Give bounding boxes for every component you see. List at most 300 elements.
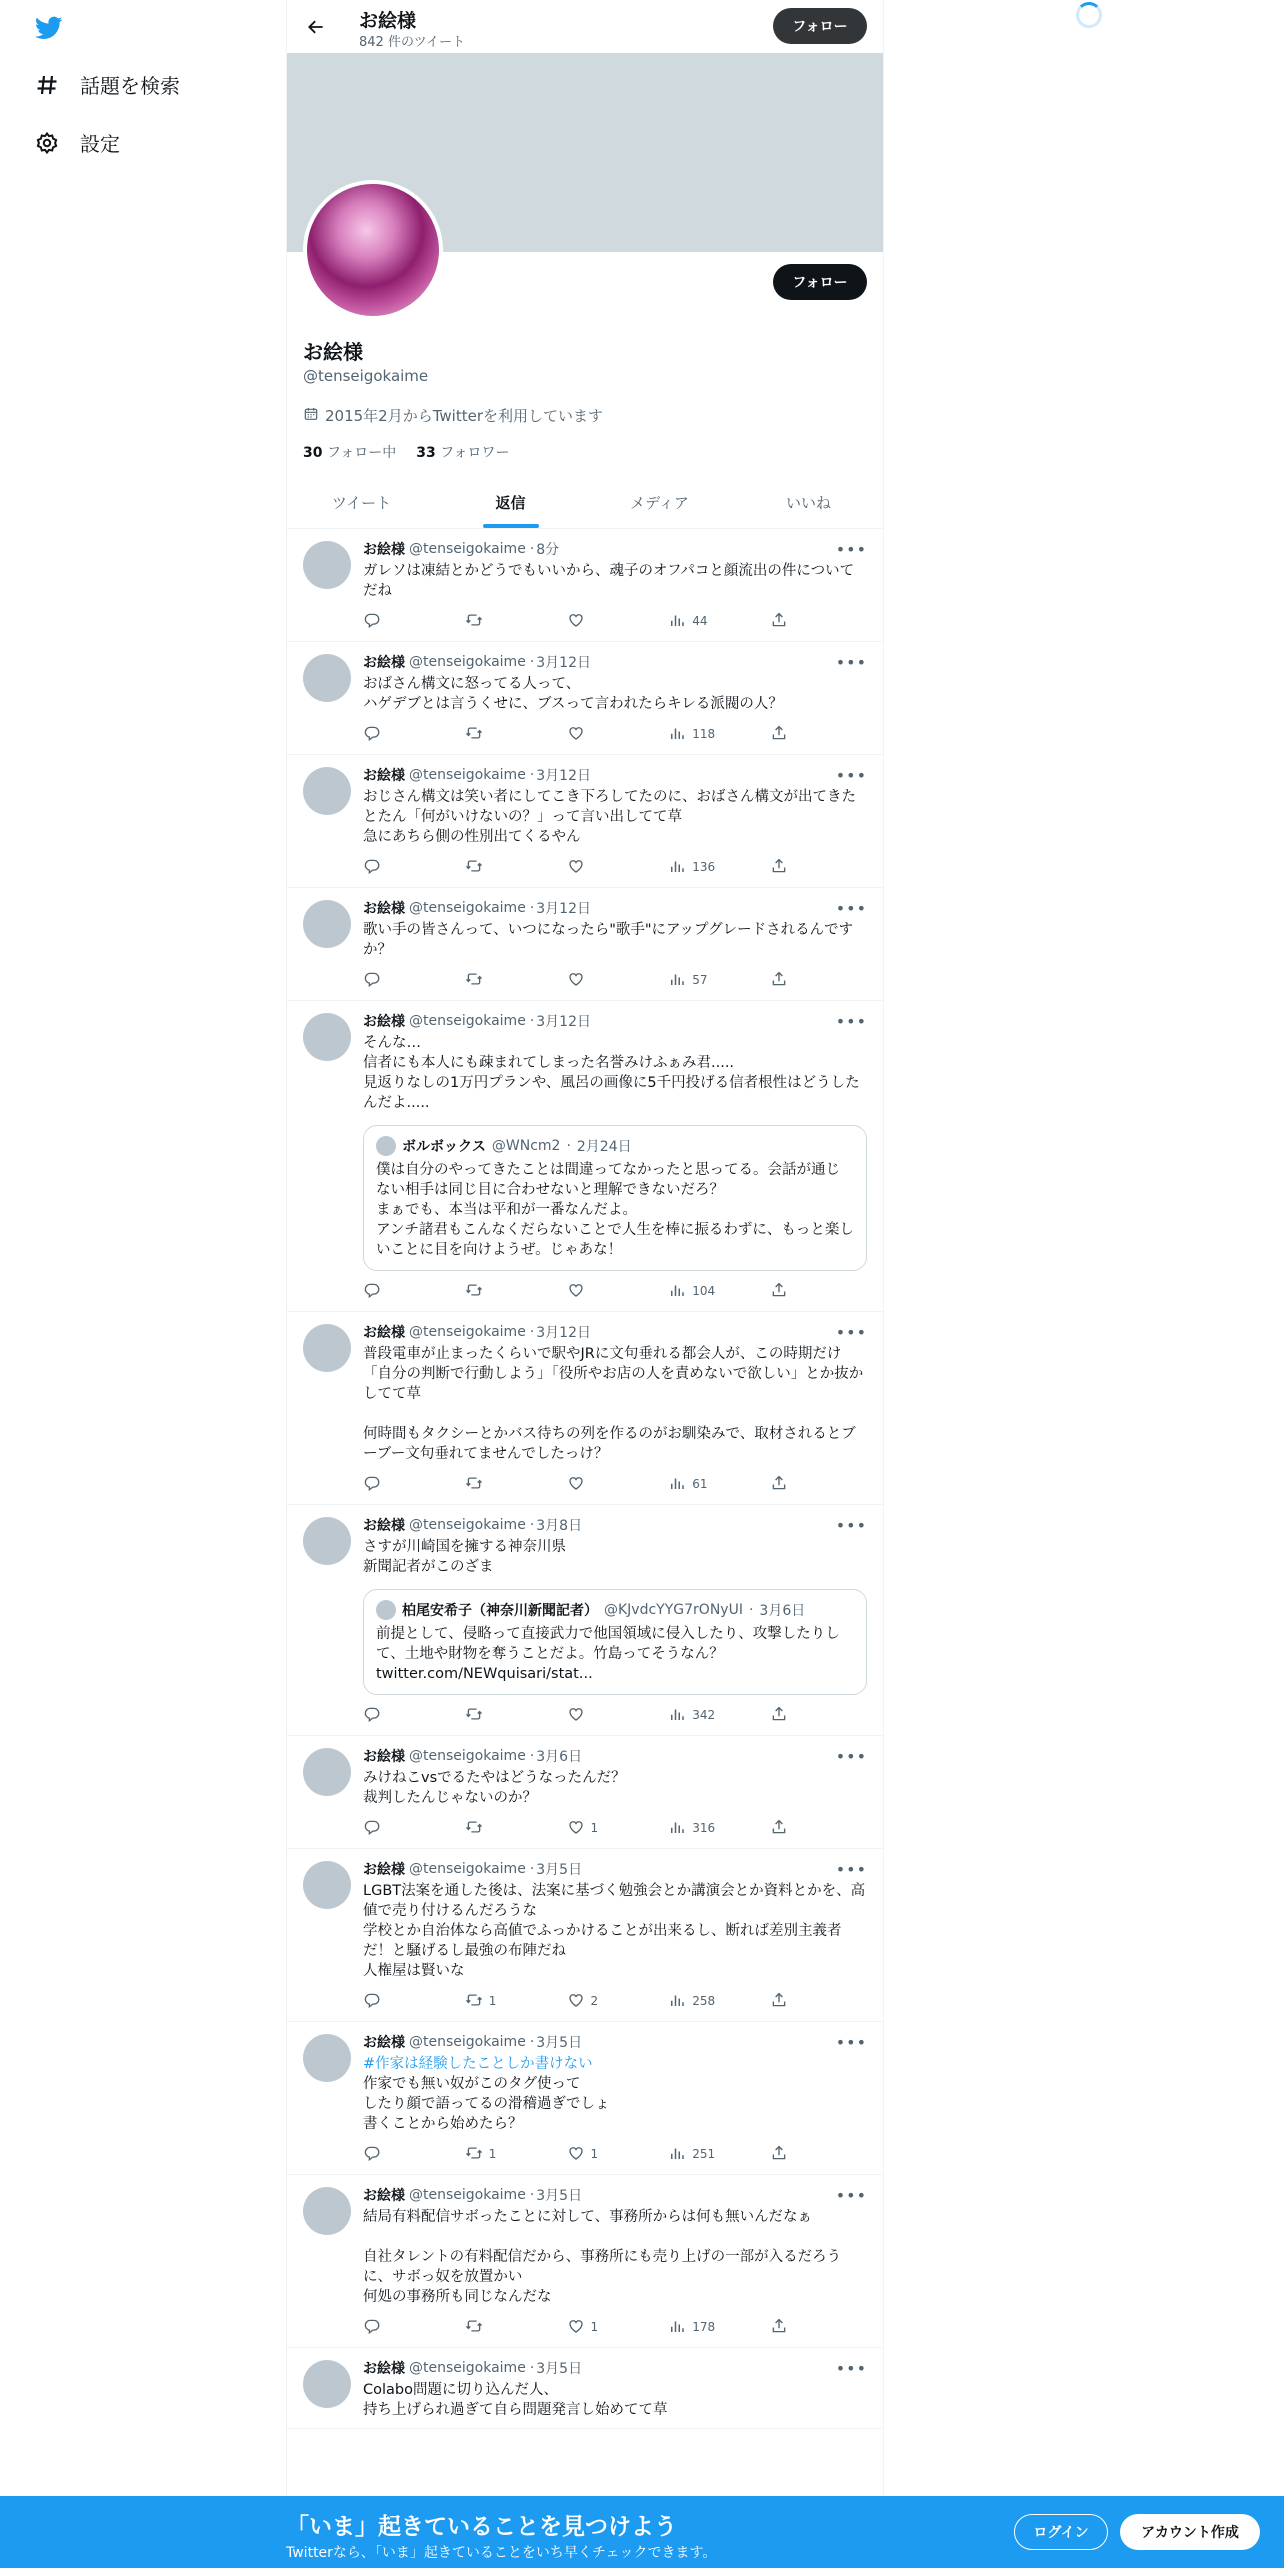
retweet-button[interactable] [465, 2144, 567, 2165]
share-button[interactable] [770, 970, 788, 991]
header-follow-button[interactable]: フォロー [773, 8, 867, 44]
reply-icon [363, 857, 381, 878]
tweet-avatar[interactable] [303, 654, 351, 702]
tweet[interactable] [287, 529, 883, 642]
retweet-icon [465, 2317, 483, 2338]
reply-button[interactable] [363, 857, 465, 878]
quoted-tweet-header [376, 1600, 854, 1620]
tweet-actions [363, 2142, 788, 2166]
reply-button[interactable] [363, 2144, 465, 2165]
tweet-actions [363, 1989, 788, 2013]
reply-button[interactable] [363, 1991, 465, 2012]
tweet-author-name[interactable]: お絵様 [363, 1862, 405, 1878]
views-icon [668, 1281, 686, 1302]
quoted-tweet-author-name: ボルボックス [402, 1139, 486, 1155]
views-icon [668, 857, 686, 878]
tweet-text: おばさん構文に怒ってる人って、 ハゲデブとは言うくせに、ブスって言われたらキレる派閥の人？ [363, 676, 783, 712]
tweet[interactable] [287, 1849, 883, 2022]
tweet-header [363, 1515, 867, 1535]
following-link[interactable] [303, 442, 396, 462]
tweet-author-name[interactable]: お絵様 [363, 2035, 405, 2051]
tweet[interactable] [287, 1736, 883, 1849]
quoted-tweet-time: 2月24日 [576, 1139, 632, 1155]
like-button[interactable] [567, 2317, 669, 2338]
views-icon [668, 611, 686, 632]
tweet-header [363, 765, 867, 785]
retweet-icon [465, 1705, 483, 1726]
tweet-header [363, 2032, 867, 2052]
tweet-header [363, 2185, 867, 2205]
views-icon [668, 724, 686, 745]
tweet-author-handle[interactable]: @tenseigokaime [409, 654, 526, 670]
tweet-body [363, 898, 867, 992]
tweet-separator: · [529, 654, 535, 670]
retweet-icon [465, 970, 483, 991]
tab-media[interactable]: メディア [630, 493, 689, 512]
heart-icon [567, 1991, 585, 2012]
nav-explore[interactable] [34, 70, 180, 99]
views-count: 258 [692, 1994, 716, 2008]
views-count: 44 [692, 614, 708, 628]
heart-icon [567, 1705, 585, 1726]
retweet-count: 1 [488, 1994, 497, 2008]
retweet-button[interactable] [465, 724, 567, 745]
share-icon [770, 1705, 788, 1726]
nav-settings[interactable] [34, 128, 120, 157]
share-icon [770, 2317, 788, 2338]
tweet[interactable] [287, 1505, 883, 1736]
tweet-author-name[interactable]: お絵様 [363, 2361, 405, 2377]
share-button[interactable] [770, 1991, 788, 2012]
heart-icon [567, 2144, 585, 2165]
reply-icon [363, 1705, 381, 1726]
profile-header-bar [287, 0, 883, 53]
more-options-icon[interactable]: ••• [835, 1515, 867, 1535]
tweet-author-handle[interactable]: @tenseigokaime [409, 1861, 526, 1877]
tweet-text: そんな… 信者にも本人にも疎まれてしまった名誉みけふぁみ君..... 見返りなしの1万円プランや、風呂の画像に5千円投げる信者根性はどうしたんだよ..... [363, 1035, 860, 1111]
tweet-actions [363, 968, 788, 992]
tweet-text: さすが川崎国を擁する神奈川県 新聞記者がこのざま [363, 1539, 566, 1575]
tweet-time[interactable]: 3月12日 [536, 1014, 591, 1030]
more-options-icon[interactable]: ••• [835, 1746, 867, 1766]
tweet-avatar[interactable] [303, 2034, 351, 2082]
retweet-icon [465, 1281, 483, 1302]
header-tweet-count: 842 件のツイート [359, 35, 466, 50]
heart-icon [567, 724, 585, 745]
tweet-author-name[interactable]: お絵様 [363, 1518, 405, 1534]
tweet-time[interactable]: 3月8日 [536, 1518, 583, 1534]
tweet-header [363, 652, 867, 672]
quoted-tweet-author-name: 柏尾安希子（神奈川新聞記者） [402, 1603, 598, 1619]
tweet-separator: · [529, 900, 535, 916]
more-options-icon[interactable]: ••• [835, 1322, 867, 1342]
retweet-button[interactable] [465, 857, 567, 878]
tweet-separator: · [529, 767, 535, 783]
tweet-author-handle[interactable]: @tenseigokaime [409, 2187, 526, 2203]
reply-button[interactable] [363, 970, 465, 991]
tweet-avatar[interactable] [303, 1517, 351, 1565]
hashtag-icon [34, 72, 60, 98]
tweet-author-name[interactable]: お絵様 [363, 1325, 405, 1341]
tweet-avatar[interactable] [303, 1013, 351, 1061]
share-button[interactable] [770, 611, 788, 632]
share-button[interactable] [770, 1818, 788, 1839]
tweet-author-handle[interactable]: @tenseigokaime [409, 900, 526, 916]
tweet-avatar[interactable] [303, 1748, 351, 1796]
retweet-button[interactable] [465, 1281, 567, 1302]
tweet[interactable] [287, 1001, 883, 1312]
share-icon [770, 1991, 788, 2012]
heart-icon [567, 1818, 585, 1839]
quoted-tweet-avatar [376, 1136, 396, 1156]
tweet-body [363, 2358, 867, 2420]
profile-tabs [287, 476, 883, 529]
reply-icon [363, 1474, 381, 1495]
tweet-author-handle[interactable]: @tenseigokaime [409, 767, 526, 783]
tweet-author-name[interactable]: お絵様 [363, 2188, 405, 2204]
share-icon [770, 724, 788, 745]
share-button[interactable] [770, 1281, 788, 1302]
share-button[interactable] [770, 1705, 788, 1726]
views-count: 251 [692, 2147, 716, 2161]
tweet-author-handle[interactable]: @tenseigokaime [409, 1324, 526, 1340]
followers-link[interactable] [416, 442, 509, 462]
tweet-body [363, 1859, 867, 2013]
views-button[interactable] [668, 2317, 770, 2338]
tweet-text: 普段電車が止まったくらいで駅やJRに文句垂れる都会人が、この時期だけ「自分の判断で行動しよう」「役所やお店の人を責めないで欲しい」とか抜かしてて草 何時間もタクシーとかバス待ちの列を作るのがお馴染みで、取材されるとブーブー文句垂れてませんでしたっけ？ [363, 1346, 864, 1462]
views-button[interactable] [668, 724, 770, 745]
reply-button[interactable] [363, 2317, 465, 2338]
tweet-body [363, 1011, 867, 1303]
gear-icon [34, 130, 60, 156]
tweet[interactable] [287, 2175, 883, 2348]
retweet-button[interactable] [465, 1705, 567, 1726]
retweet-icon [465, 724, 483, 745]
tweet-author-name[interactable]: お絵様 [363, 655, 405, 671]
tweet-time[interactable]: 3月5日 [536, 2188, 583, 2204]
tweet-avatar[interactable] [303, 541, 351, 589]
quoted-tweet-text: 前提として、侵略って直接武力で他国領域に侵入したり、攻撃したりして、土地や財物を奪うことだよ。竹島ってそうなん？ twitter.com/NEWquisari/stat... [376, 1626, 840, 1682]
tweet-time[interactable]: 3月5日 [536, 2361, 583, 2377]
tweet-separator: · [529, 1861, 535, 1877]
reply-button[interactable] [363, 1705, 465, 1726]
like-button[interactable] [567, 2144, 669, 2165]
share-button[interactable] [770, 857, 788, 878]
tweet-avatar[interactable] [303, 767, 351, 815]
following-count: 30 [303, 445, 323, 461]
reply-button[interactable] [363, 611, 465, 632]
signup-banner-subtitle: Twitterなら、「いま」起きていることをいち早くチェックできます。 [286, 2545, 717, 2561]
retweet-button[interactable] [465, 1991, 567, 2012]
tweet-text: みけねこvsでるたやはどうなったんだ？ 裁判したんじゃないのか？ [363, 1770, 626, 1806]
tweet-time[interactable]: 3月5日 [536, 2035, 583, 2051]
more-options-icon[interactable]: ••• [835, 1859, 867, 1879]
tweet-author-handle[interactable]: @tenseigokaime [409, 1517, 526, 1533]
like-button[interactable] [567, 1818, 669, 1839]
like-count: 1 [590, 2320, 599, 2334]
reply-button[interactable] [363, 1281, 465, 1302]
quoted-tweet-separator: · [748, 1602, 754, 1618]
views-count: 178 [692, 2320, 716, 2334]
views-icon [668, 1474, 686, 1495]
retweet-button[interactable] [465, 2317, 567, 2338]
tweet-text: 結局有料配信サボったことに対して、事務所からは何も無いんだなぁ 自社タレントの有料配信だから、事務所にも売り上げの一部が入るだろうに、サボっ奴を放置かい 何処の事務所も同じなんだな [363, 2209, 842, 2305]
quoted-tweet-text: 僕は自分のやってきたことは間違ってなかったと思ってる。会話が通じない相手は同じ目に合わせないと理解できないだろ？ まぁでも、本当は平和が一番なんだよ。 アンチ諸君もこんなくだらないことで人生を棒に振るわずに、もっと楽しいことに目を向けようぜ。じゃあな！ [376, 1162, 854, 1258]
nav-explore-label: 話題を検索 [80, 74, 180, 98]
tweet-text: LGBT法案を通した後は、法案に基づく勉強会とか講演会とか資料とかを、高値で売り付けるんだろうな 学校とか自治体なら高値でふっかけることが出来るし、断れば差別主義者だ！と騒げるし最強の布陣だね 人権屋は賢いな [363, 1883, 866, 1979]
timeline [287, 529, 883, 2429]
heart-icon [567, 1474, 585, 1495]
share-icon [770, 1474, 788, 1495]
profile-joined [303, 405, 867, 426]
like-button[interactable] [567, 1281, 669, 1302]
quoted-tweet-author-handle: @KJvdcYYG7rONyUI [604, 1602, 743, 1618]
quoted-tweet-separator: · [566, 1138, 571, 1154]
reply-icon [363, 1818, 381, 1839]
retweet-button[interactable] [465, 970, 567, 991]
tweet-header [363, 539, 867, 559]
tweet-text: Colabo問題に切り込んだ人、 持ち上げられ過ぎて自ら問題発言し始めてて草 [363, 2382, 668, 2418]
tweet-actions [363, 1279, 788, 1303]
tweet-text: ガレソは凍結とかどうでもいいから、魂子のオフパコと顔流出の件についてだね [363, 563, 855, 599]
tweet-separator: · [529, 1013, 535, 1029]
signup-button[interactable]: アカウント作成 [1120, 2514, 1260, 2550]
tweet-header [363, 898, 867, 918]
retweet-count: 1 [488, 2147, 497, 2161]
reply-icon [363, 1281, 381, 1302]
tweet[interactable] [287, 888, 883, 1001]
tweet-text: 歌い手の皆さんって、いつになったら"歌手"にアップグレードされるんですか？ [363, 922, 854, 958]
tweet-text: おじさん構文は笑い者にしてこき下ろしてたのに、おばさん構文が出てきたとたん「何がいけないの？」って言い出してて草 急にあちら側の性別出てくるやん [363, 789, 856, 845]
reply-icon [363, 611, 381, 632]
more-options-icon[interactable]: ••• [835, 2185, 867, 2205]
like-button[interactable] [567, 857, 669, 878]
tweet-header [363, 1859, 867, 1879]
views-button[interactable] [668, 857, 770, 878]
tweet-time[interactable]: 8分 [536, 542, 560, 558]
share-button[interactable] [770, 1474, 788, 1495]
views-button[interactable] [668, 970, 770, 991]
like-button[interactable] [567, 724, 669, 745]
profile-avatar[interactable] [303, 180, 443, 320]
like-button[interactable] [567, 1474, 669, 1495]
tweet-body [363, 1322, 867, 1496]
heart-icon [567, 857, 585, 878]
like-button[interactable] [567, 611, 669, 632]
views-button[interactable] [668, 1474, 770, 1495]
tweet-avatar[interactable] [303, 2187, 351, 2235]
share-button[interactable] [770, 724, 788, 745]
tweet-author-name[interactable]: お絵様 [363, 542, 405, 558]
more-options-icon[interactable]: ••• [835, 2032, 867, 2052]
quoted-tweet-avatar [376, 1600, 396, 1620]
tab-replies[interactable]: 返信 [436, 476, 585, 528]
views-icon [668, 2317, 686, 2338]
tweet-separator: · [529, 541, 535, 557]
tweet-author-name[interactable]: お絵様 [363, 1014, 405, 1030]
tweet-header [363, 1746, 867, 1766]
retweet-icon [465, 1818, 483, 1839]
views-count: 342 [692, 1708, 716, 1722]
signup-banner [0, 2496, 1284, 2568]
views-count: 57 [692, 973, 708, 987]
share-button[interactable] [770, 2317, 788, 2338]
tweet-avatar[interactable] [303, 900, 351, 948]
views-icon [668, 1818, 686, 1839]
tweet-avatar[interactable] [303, 1324, 351, 1372]
tweet-actions [363, 1816, 788, 1840]
tweet-actions [363, 609, 788, 633]
tweet[interactable] [287, 2348, 883, 2429]
tweet-text: 作家でも無い奴がこのタグ使って したり顔で語ってるの滑稽過ぎでしょ 書くことから始めたら？ [363, 2076, 610, 2132]
tweet-author-handle[interactable]: @tenseigokaime [409, 2034, 526, 2050]
follow-button[interactable]: フォロー [773, 264, 867, 300]
signup-banner-title: 「いま」起きていることを見つけよう [286, 2514, 677, 2540]
heart-icon [567, 970, 585, 991]
tweet-separator: · [529, 1324, 535, 1340]
views-button[interactable] [668, 1705, 770, 1726]
quoted-tweet-time: 3月6日 [759, 1603, 806, 1619]
tweet-time[interactable]: 3月12日 [536, 901, 591, 917]
tweet-body [363, 652, 867, 746]
more-options-icon[interactable]: ••• [835, 539, 867, 559]
heart-icon [567, 2317, 585, 2338]
share-icon [770, 1818, 788, 1839]
profile-name: お絵様 [303, 340, 363, 364]
retweet-button[interactable] [465, 1818, 567, 1839]
tweet-actions [363, 855, 788, 879]
like-count: 1 [590, 1821, 599, 1835]
tweet-body [363, 765, 867, 879]
tweet-body [363, 539, 867, 633]
tweet-actions [363, 1703, 788, 1727]
share-icon [770, 1281, 788, 1302]
tweet-separator: · [529, 2034, 535, 2050]
more-options-icon[interactable]: ••• [835, 765, 867, 785]
main-column [286, 0, 884, 2568]
tweet-author-handle[interactable]: @tenseigokaime [409, 2360, 526, 2376]
retweet-icon [465, 857, 483, 878]
views-count: 316 [692, 1821, 716, 1835]
tweet-time[interactable]: 3月12日 [536, 655, 591, 671]
header-name: お絵様 [359, 10, 417, 32]
reply-button[interactable] [363, 724, 465, 745]
tweet-time[interactable]: 3月5日 [536, 1862, 583, 1878]
tweet-separator: · [529, 1517, 535, 1533]
tweet-actions [363, 722, 788, 746]
tweet-author-name[interactable]: お絵様 [363, 768, 405, 784]
share-icon [770, 611, 788, 632]
tweet-header [363, 2358, 867, 2378]
share-icon [770, 857, 788, 878]
quoted-tweet[interactable] [363, 1589, 867, 1695]
tweet-author-name[interactable]: お絵様 [363, 1749, 405, 1765]
views-icon [668, 1705, 686, 1726]
tweet-body [363, 2032, 867, 2166]
tweet-actions [363, 2315, 788, 2339]
tweet-hashtag[interactable]: #作家は経験したことしか書けない [363, 2056, 593, 2072]
reply-button[interactable] [363, 1818, 465, 1839]
tab-tweets[interactable]: ツイート [331, 493, 392, 512]
retweet-button[interactable] [465, 1474, 567, 1495]
calendar-icon [303, 406, 319, 426]
tweet-body [363, 1515, 867, 1727]
more-options-icon[interactable]: ••• [835, 652, 867, 672]
views-button[interactable] [668, 1281, 770, 1302]
like-button[interactable] [567, 1705, 669, 1726]
tweet-author-name[interactable]: お絵様 [363, 901, 405, 917]
share-icon [770, 2144, 788, 2165]
share-icon [770, 970, 788, 991]
quoted-tweet[interactable] [363, 1125, 867, 1271]
tweet-separator: · [529, 2360, 535, 2376]
tweet-avatar[interactable] [303, 1861, 351, 1909]
like-button[interactable] [567, 1991, 669, 2012]
views-icon [668, 2144, 686, 2165]
like-count: 1 [590, 2147, 599, 2161]
quoted-tweet-header [376, 1136, 854, 1156]
tweet-separator: · [529, 2187, 535, 2203]
views-button[interactable] [668, 2144, 770, 2165]
reply-icon [363, 2144, 381, 2165]
retweet-icon [465, 1474, 483, 1495]
like-button[interactable] [567, 970, 669, 991]
reply-button[interactable] [363, 1474, 465, 1495]
twitter-logo-icon[interactable] [32, 14, 66, 42]
more-options-icon[interactable]: ••• [835, 1011, 867, 1031]
heart-icon [567, 1281, 585, 1302]
views-icon [668, 1991, 686, 2012]
tweet[interactable] [287, 1312, 883, 1505]
reply-icon [363, 970, 381, 991]
views-button[interactable] [668, 611, 770, 632]
tweet-header [363, 1322, 867, 1342]
views-count: 104 [692, 1284, 716, 1298]
loading-spinner-icon [1076, 2, 1102, 28]
heart-icon [567, 611, 585, 632]
tweet-author-handle[interactable]: @tenseigokaime [409, 1748, 526, 1764]
views-count: 136 [692, 860, 716, 874]
views-button[interactable] [668, 1991, 770, 2012]
tweet-body [363, 1746, 867, 1840]
tweet-author-handle[interactable]: @tenseigokaime [409, 541, 526, 557]
quoted-tweet-author-handle: @WNcm2 [491, 1138, 561, 1154]
profile-joined-text: 2015年2月からTwitterを利用しています [325, 407, 603, 425]
tweet-time[interactable]: 3月12日 [536, 768, 591, 784]
more-options-icon[interactable]: ••• [835, 898, 867, 918]
tweet-time[interactable]: 3月6日 [536, 1749, 583, 1765]
tab-likes[interactable]: いいね [785, 493, 831, 512]
tweet-author-handle[interactable]: @tenseigokaime [409, 1013, 526, 1029]
retweet-icon [465, 2144, 483, 2165]
back-arrow-icon[interactable] [303, 14, 329, 40]
tweet-avatar[interactable] [303, 2360, 351, 2408]
retweet-icon [465, 611, 483, 632]
reply-icon [363, 2317, 381, 2338]
views-count: 61 [692, 1477, 708, 1491]
retweet-button[interactable] [465, 611, 567, 632]
views-button[interactable] [668, 1818, 770, 1839]
tweet-body [363, 2185, 867, 2339]
more-options-icon[interactable]: ••• [835, 2358, 867, 2378]
tweet[interactable] [287, 755, 883, 888]
tweet[interactable] [287, 642, 883, 755]
tweet-header [363, 1011, 867, 1031]
tweet-time[interactable]: 3月12日 [536, 1325, 591, 1341]
share-button[interactable] [770, 2144, 788, 2165]
login-button[interactable]: ログイン [1014, 2514, 1108, 2550]
tweet[interactable] [287, 2022, 883, 2175]
